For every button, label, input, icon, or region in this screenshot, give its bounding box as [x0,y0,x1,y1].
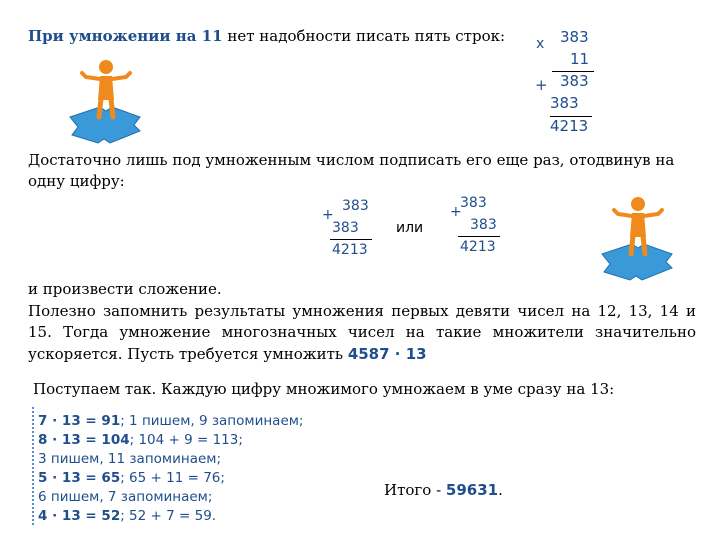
heading-rest: нет надобности писать пять строк: [222,27,506,45]
heading [28,27,505,45]
calc1 [530,26,610,136]
step-line: 5 · 13 = 65; 65 + 11 = 76; [38,470,225,486]
total [384,481,503,499]
calc2-result: 4213 [332,242,368,258]
total-label: Итого - [384,481,446,499]
step-line: 8 · 13 = 104; 104 + 9 = 113; [38,432,243,448]
calc1-row2: 383 [550,94,579,112]
paragraph-sum-text: Полезно запомнить результаты умножения первых девяти чисел на 12, 13, 14 и 15. Тогда умножение многозначных чисел на такие множители значительно ускоряется. Пусть требуется умножить [28,301,696,363]
total-end: . [498,481,503,499]
calc1-row1: 383 [560,72,589,90]
calc2-plus-sign: + [322,207,334,223]
calc3-row1: 383 [460,195,487,211]
calc3-result: 4213 [460,239,496,255]
calc3 [448,193,518,263]
calc2-row1: 383 [342,198,369,214]
calc2-row2: 383 [332,220,359,236]
calc1-times-sign: x [536,36,545,52]
step-line: 3 пишем, 11 запоминаем; [38,451,222,467]
calc2 [320,196,390,266]
calc1-multiplicand: 383 [560,28,589,46]
paragraph-sum-body [28,301,696,366]
paragraph-sum [28,279,696,365]
calc1-result: 4213 [550,117,589,135]
total-value: 59631 [445,481,499,499]
step-line: 7 · 13 = 91; 1 пишем, 9 запоминаем; [38,413,304,429]
step-line: 6 пишем, 7 запоминаем; [38,489,213,505]
calc3-row2: 383 [470,217,497,233]
or-word: или [396,220,424,236]
calc3-line [458,236,500,237]
person-on-puzzle-icon [592,192,682,282]
paragraph-sum-expr: 4587 · 13 [347,344,427,363]
paragraph-method: Поступаем так. Каждую цифру множимого умножаем в уме сразу на 13: [33,380,615,398]
person-on-puzzle-icon [60,55,150,145]
steps-list [38,412,358,526]
calc1-multiplier: 11 [570,50,590,68]
steps-side-bar [31,407,36,527]
paragraph-intro: Достаточно лишь под умноженным числом подписать его еще раз, отодвинув на одну цифру: [28,151,675,190]
calc1-plus-sign: + [535,76,548,94]
paragraph-sum-line1: и произвести сложение. [28,280,222,298]
heading-highlight: При умножении на 11 [28,27,223,45]
calc3-plus-sign: + [450,204,462,220]
calc2-line [330,239,372,240]
step-line: 4 · 13 = 52; 52 + 7 = 59. [38,508,217,524]
